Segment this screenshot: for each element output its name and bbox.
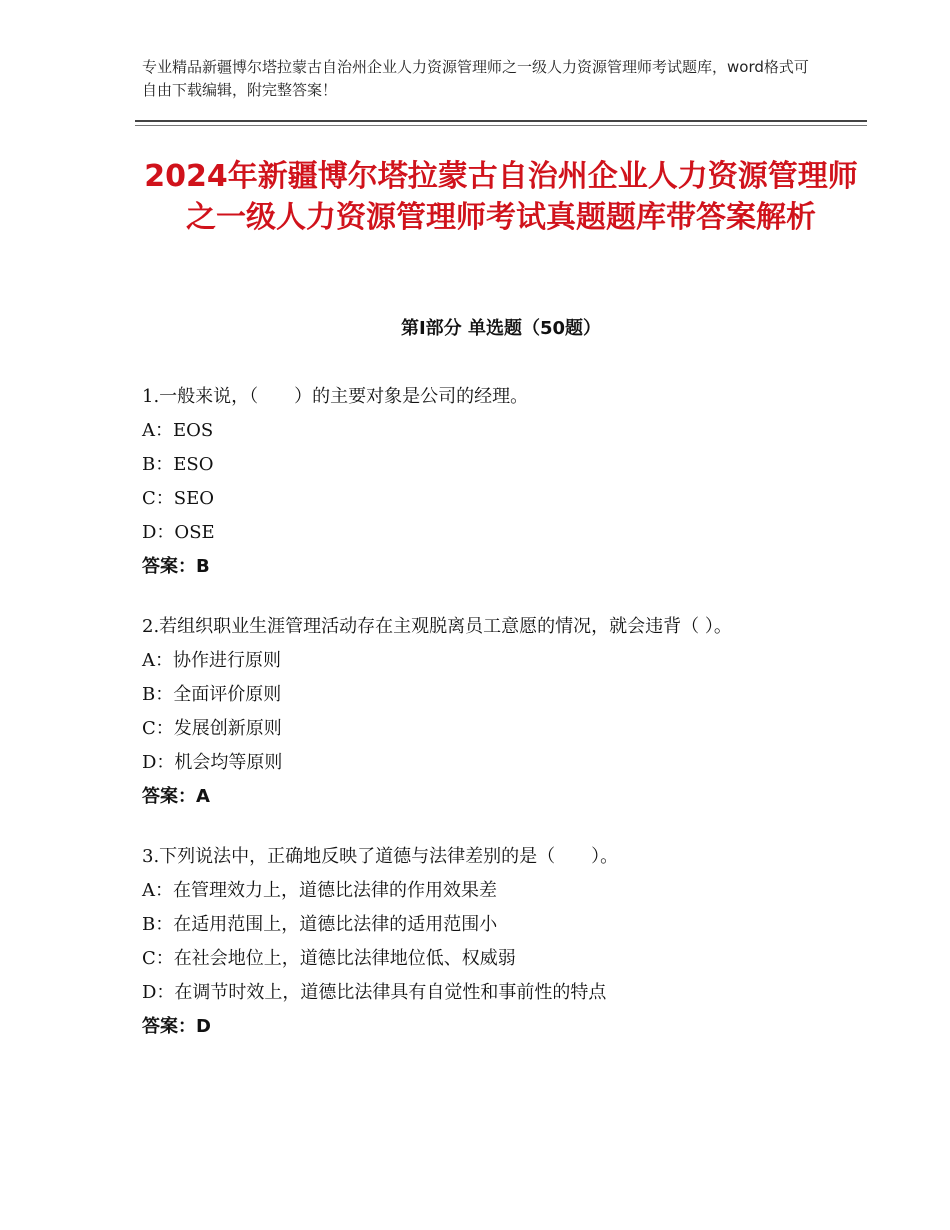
- document-title: 2024年新疆博尔塔拉蒙古自治州企业人力资源管理师之一级人力资源管理师考试真题题库带答案解析: [144, 159, 858, 235]
- answer: 答案：A: [142, 786, 210, 807]
- header-divider-thin: [135, 125, 867, 126]
- option-c: C：发展创新原则: [142, 718, 282, 739]
- option-b: B：在适用范围上，道德比法律的适用范围小: [142, 914, 498, 935]
- option-c: C：在社会地位上，道德比法律地位低、权威弱: [142, 948, 516, 969]
- header-note: 专业精品新疆博尔塔拉蒙古自治州企业人力资源管理师之一级人力资源管理师考试题库，word格式可自由下载编辑，附完整答案！: [142, 58, 809, 99]
- option-d: D：在调节时效上，道德比法律具有自觉性和事前性的特点: [142, 982, 607, 1003]
- section-title: 第I部分 单选题（50题）: [400, 318, 601, 339]
- option-d: D：机会均等原则: [142, 752, 283, 773]
- question-3: [142, 844, 822, 1040]
- question-list: [142, 384, 822, 1074]
- question-stem: 1.一般来说，（ ）的主要对象是公司的经理。: [142, 386, 529, 407]
- option-b: B：全面评价原则: [142, 684, 282, 705]
- answer: 答案：B: [142, 556, 210, 577]
- option-a: A：EOS: [142, 420, 214, 441]
- option-a: A：协作进行原则: [142, 650, 281, 671]
- question-stem: 3.下列说法中，正确地反映了道德与法律差别的是（ ）。: [142, 846, 619, 867]
- option-d: D：OSE: [142, 522, 215, 543]
- option-a: A：在管理效力上，道德比法律的作用效果差: [142, 880, 497, 901]
- header-divider-thick: [135, 120, 867, 122]
- question-stem: 2.若组织职业生涯管理活动存在主观脱离员工意愿的情况，就会违背（ ）。: [142, 616, 732, 637]
- option-b: B：ESO: [142, 454, 214, 475]
- question-1: [142, 384, 822, 580]
- option-c: C：SEO: [142, 488, 214, 509]
- question-2: [142, 614, 822, 810]
- answer: 答案：D: [142, 1016, 211, 1037]
